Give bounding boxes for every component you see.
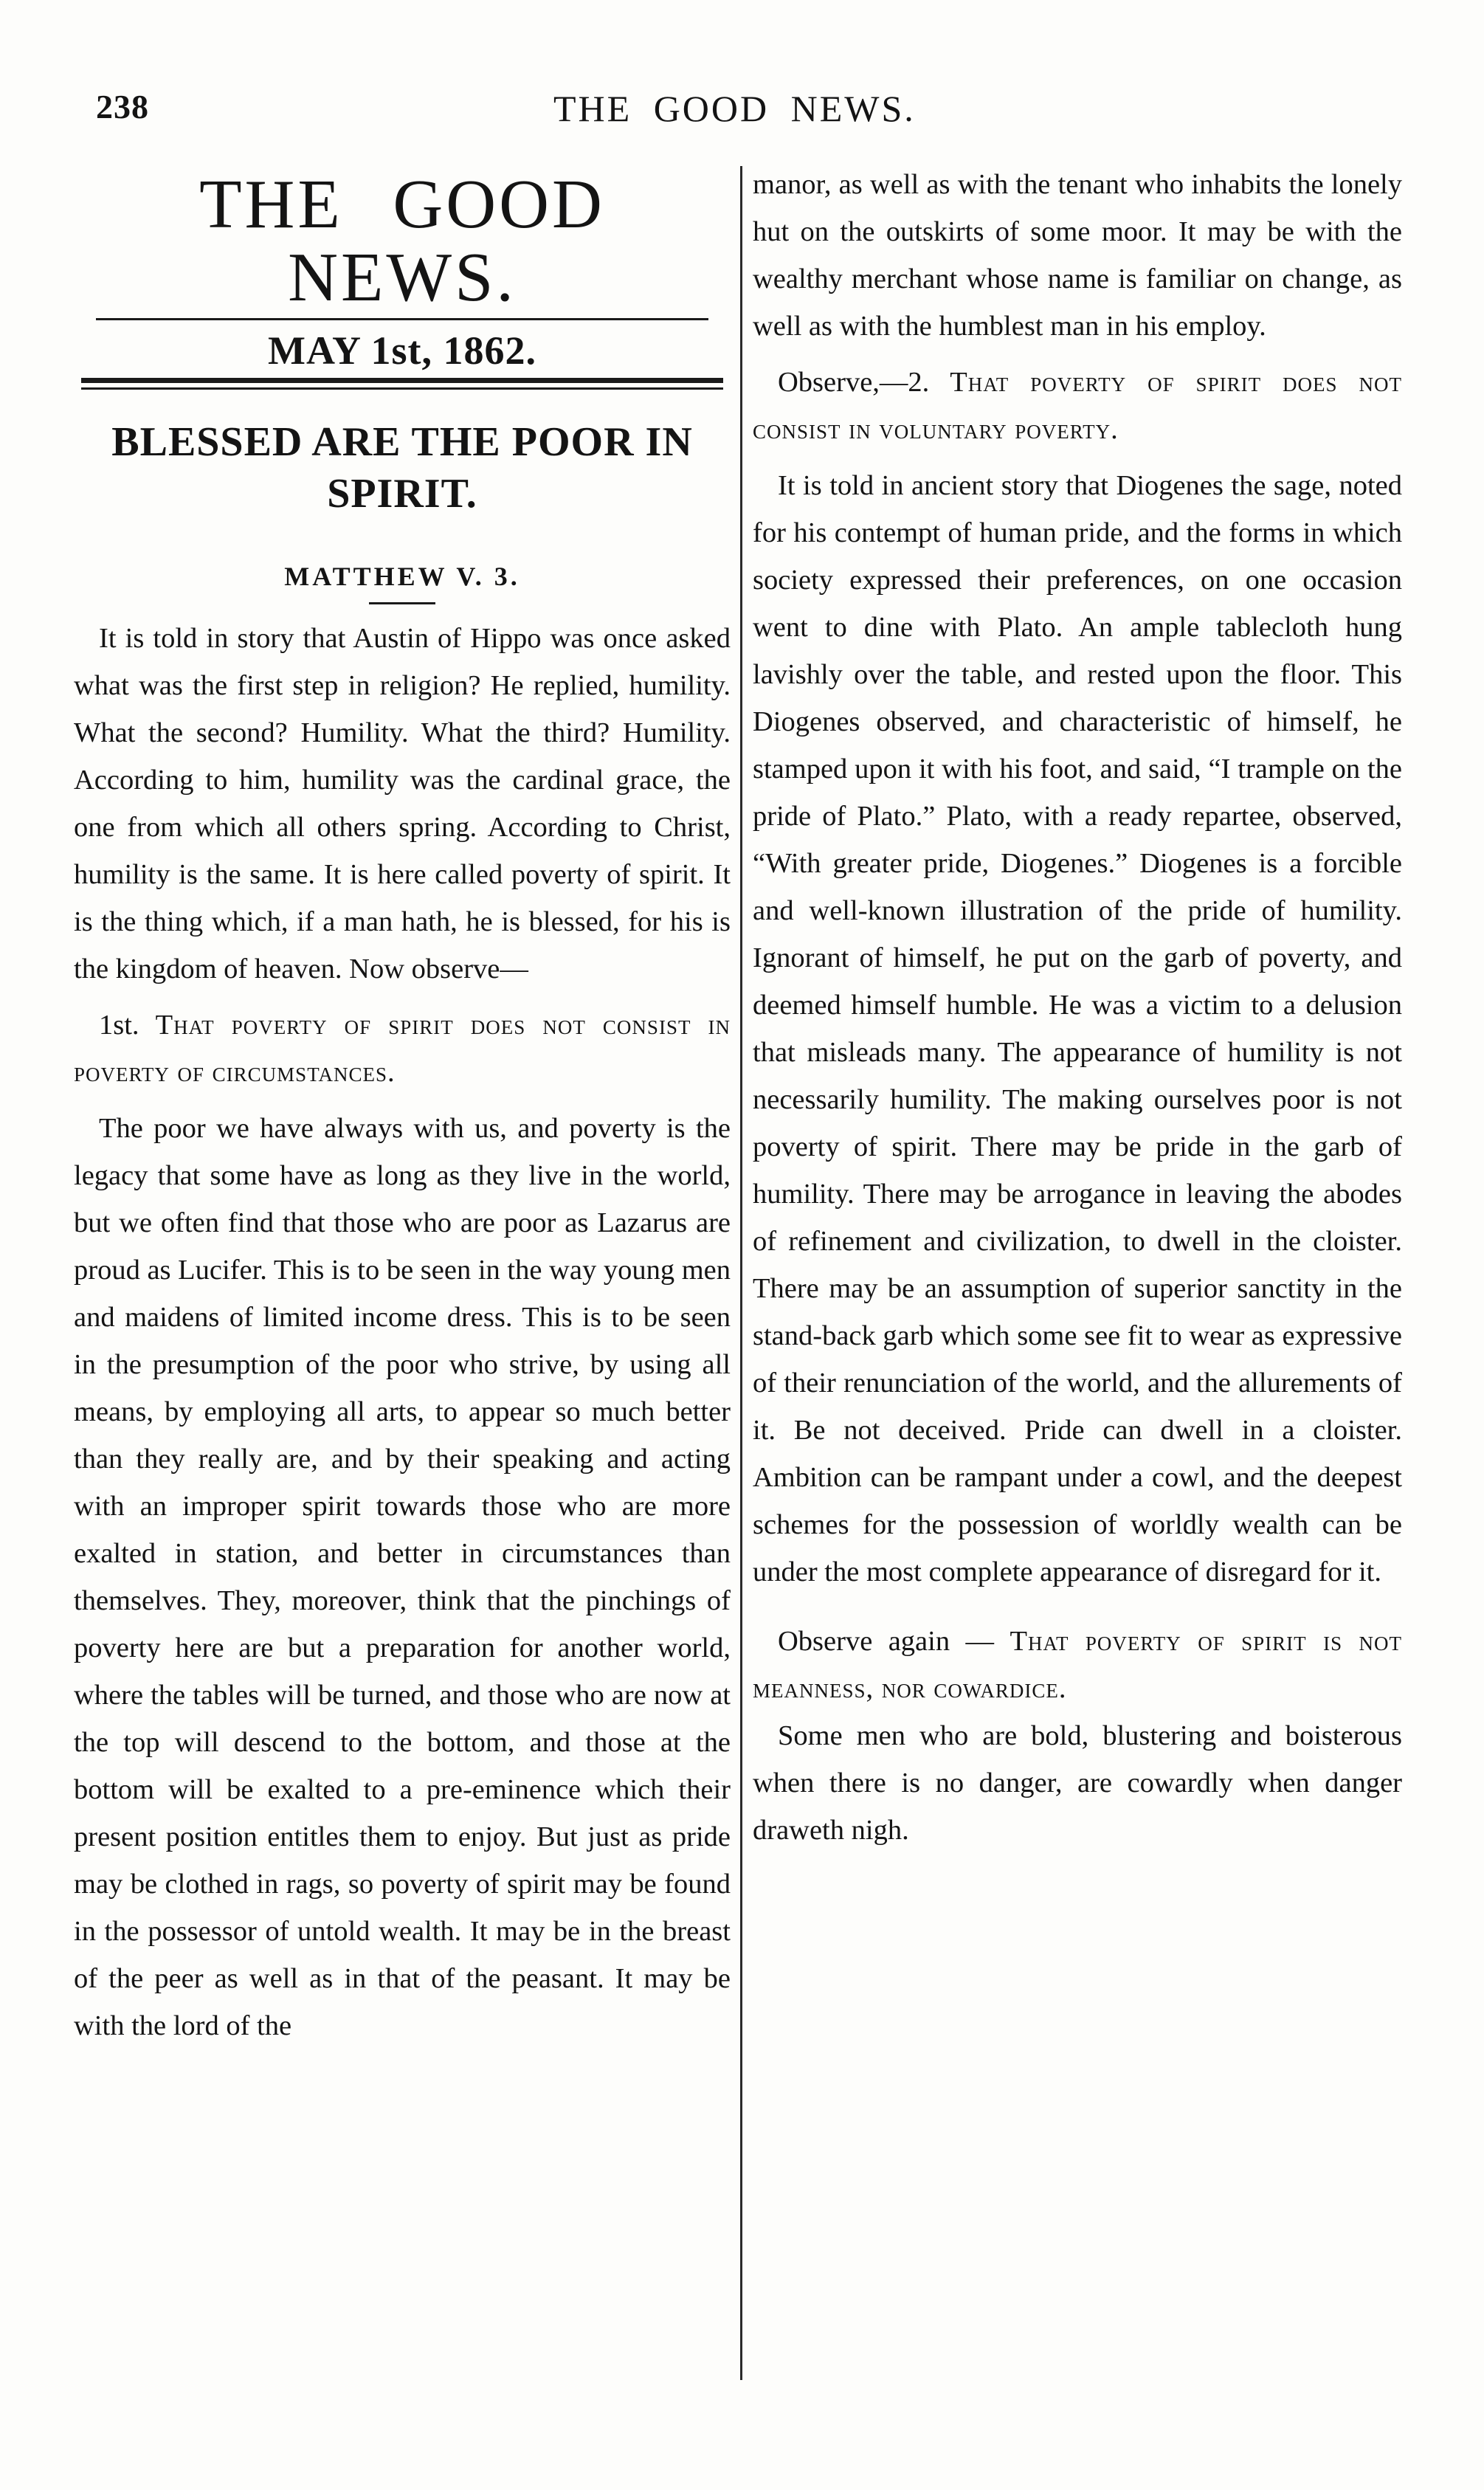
paragraph-3: The poor we have always with us, and poverty is the legacy that some have as long as they live in the world, but we often find that those who are poor as Lazarus are proud as Lucifer. This is to be seen in the way young men and maidens of limited income dress. This is to be seen in the presumption of the poor who strive, by using all means, by employing all arts, to appear so much better than they really are, and by their speaking and acting with an improper spirit towards those who are more exalted in station, and better in circumstances than themselves. They, moreover, think that the pinchings of poverty here are but a preparation for another world, where the tables will be turned, and those who are now at the top will descend to the bottom, and those at the bottom will be exalted to a pre-eminence which their present position entitles them to enjoy. But just as pride may be clothed in rags, so poverty of spirit may be found in the possessor of untold wealth. It may be in the breast of the peer as well as in that of the peasant. It may be with the lord of the	[74, 1113, 731, 2042]
section-heading-3	[753, 1618, 1402, 1712]
section-3-title: That poverty of spirit is not meanness, nor cowardice.	[753, 1626, 1403, 1704]
running-head	[96, 87, 1424, 146]
running-title: THE GOOD NEWS.	[553, 88, 916, 129]
section-heading-1	[74, 1001, 731, 1096]
right-column	[753, 161, 1402, 1854]
section-1-title: That poverty of spirit does not consist in poverty of circumstances.	[74, 1010, 731, 1089]
section-2-title: That poverty of spirit does not consist in voluntary poverty.	[753, 367, 1402, 445]
scripture-rule	[369, 602, 435, 604]
article-headline: BLESSED ARE THE POOR IN SPIRIT.	[111, 419, 693, 517]
column-rule	[740, 166, 742, 2380]
page-number: 238	[96, 88, 149, 125]
issue-date: MAY 1st, 1862.	[268, 328, 536, 373]
date-rule	[81, 378, 723, 390]
masthead-rule	[96, 318, 708, 320]
paragraph-1: It is told in story that Austin of Hippo was once asked what was the first step in religion? He replied, humility. What the second? Humility. What the third? Humility. According to him, humility was the cardinal grace, the one from which all others spring. According to Christ, humility is the same. It is here called poverty of spirit. It is the thing which, if a man hath, he is blessed, for his is the kingdom of heaven. Now observe—	[74, 623, 731, 985]
section-1-lead: 1st.	[99, 1010, 139, 1041]
masthead-title: THE GOOD NEWS.	[199, 166, 605, 316]
paragraph-5: It is told in ancient story that Diogenes the sage, noted for his contempt of human pride, and the forms in which society expressed their preferences, on one occasion went to dine with Plato. An ample tablecloth hung lavishly over the table, and rested upon the floor. This Diogenes observed, and characteristic of himself, he stamped upon it with his foot, and said, “I trample on the pride of Plato.” Plato, with a ready repartee, observed, “With greater pride, Diogenes.” Diogenes is a forcible and well-known illustration of the pride of humility. Ignorant of himself, he put on the garb of poverty, and deemed himself humble. He was a victim to a delusion that misleads many. The appearance of humility is not necessarily humility. The making ourselves poor is not poverty of spirit. There may be pride in the garb of humility. There may be arrogance in leaving the abodes of refinement and civilization, to dwell in the cloister. There may be an assumption of superior sanctity in the stand-back garb which some see fit to wear as expressive of their renunciation of the world, and the allurements of it. Be not deceived. Pride can dwell in a cloister. Ambition can be rampant under a cowl, and the deepest schemes for the possession of worldly wealth can be under the most complete appearance of disregard for it.	[753, 470, 1402, 1587]
section-3-lead: Observe again —	[778, 1626, 995, 1657]
section-heading-2	[753, 359, 1402, 453]
left-column	[74, 161, 731, 2049]
scripture-reference: MATTHEW V. 3.	[284, 562, 520, 592]
section-2-lead: Observe,—2.	[778, 367, 930, 398]
paragraph-7: Some men who are bold, blustering and boisterous when there is no danger, are cowardly when danger draweth nigh.	[753, 1720, 1402, 1846]
paragraph-3-continued: manor, as well as with the tenant who inhabits the lonely hut on the outskirts of some moor. It may be with the wealthy merchant whose name is familiar on change, as well as with the humblest man in his employ.	[753, 169, 1402, 342]
